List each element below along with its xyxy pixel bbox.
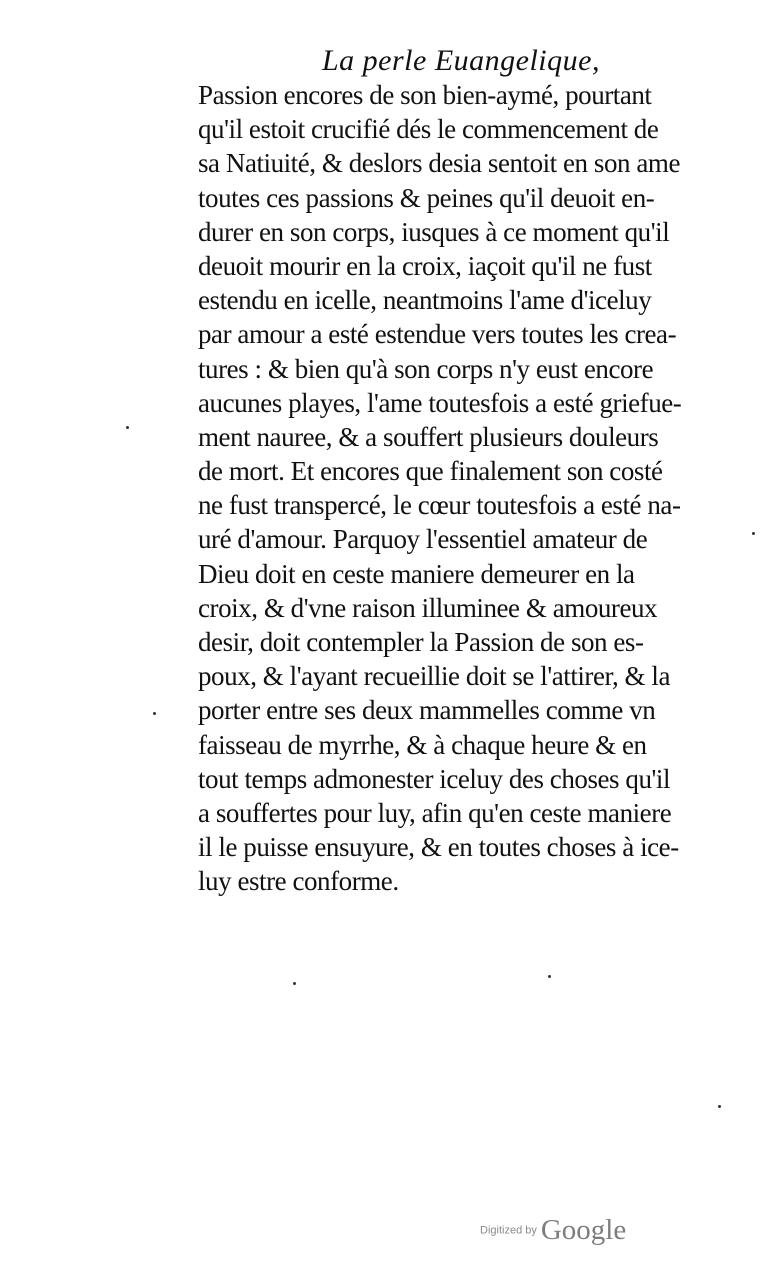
text-line: par amour a esté estendue vers toutes les crea- [198,319,677,350]
ink-speck [718,1105,721,1108]
text-line: il le puisse ensuyure, & en toutes choses à ice- [198,832,679,863]
text-line: faisseau de myrrhe, & à chaque heure & en [198,729,647,760]
text-line: a souffertes pour luy, afin qu'en ceste maniere [198,797,672,828]
watermark-prefix: Digitized by [480,1224,537,1237]
text-line: ment nauree, & a souffert plusieurs douleurs [198,421,659,452]
text-line: qu'il estoit crucifié dés le commencement de [198,114,659,145]
text-line: Dieu doit en ceste maniere demeurer en la [198,558,635,589]
text-line: aucunes playes, l'ame toutesfois a esté griefue- [198,387,682,418]
text-line: desir, doit contempler la Passion de son es- [198,627,644,657]
ink-speck [293,982,296,985]
text-line: tout temps admonester iceluy des choses qu'il [198,763,671,794]
text-line: de mort. Et encores que finalement son costé [198,456,663,487]
ink-speck [548,975,551,978]
text-line: poux, & l'ayant recueillie doit se l'attirer, & la [198,661,670,692]
text-line: estendu en icelle, neantmoins l'ame d'iceluy [198,285,652,316]
digitized-watermark [480,1214,626,1247]
text-line: durer en son corps, iusques à ce moment qu'il [198,216,670,247]
text-line: Passion encores de son bien-aymé, pourtant [198,80,652,110]
text-line: croix, & d'vne raison illuminee & amoureux [198,592,658,623]
text-line: sa Natiuité, & deslors desia sentoit en son ame [198,148,680,179]
ink-speck [153,712,156,715]
ink-speck [126,426,129,429]
text-line: deuoit mourir en la croix, iaçoit qu'il ne fust [198,250,652,281]
text-line: tures : & bien qu'à son corps n'y eust encore [198,353,654,384]
text-line: ne fust transpercé, le cœur toutesfois a esté na- [198,490,681,521]
watermark-brand: Google [540,1214,627,1246]
text-line: toutes ces passions & peines qu'il deuoit en- [198,182,655,213]
body-text [198,78,723,899]
text-line: luy estre conforme. [198,866,399,897]
running-head: La perle Euangelique, [322,44,600,77]
ink-speck [752,532,755,535]
text-line: porter entre ses deux mammelles comme vn [198,695,656,726]
text-line: uré d'amour. Parquoy l'essentiel amateur de [198,524,648,555]
